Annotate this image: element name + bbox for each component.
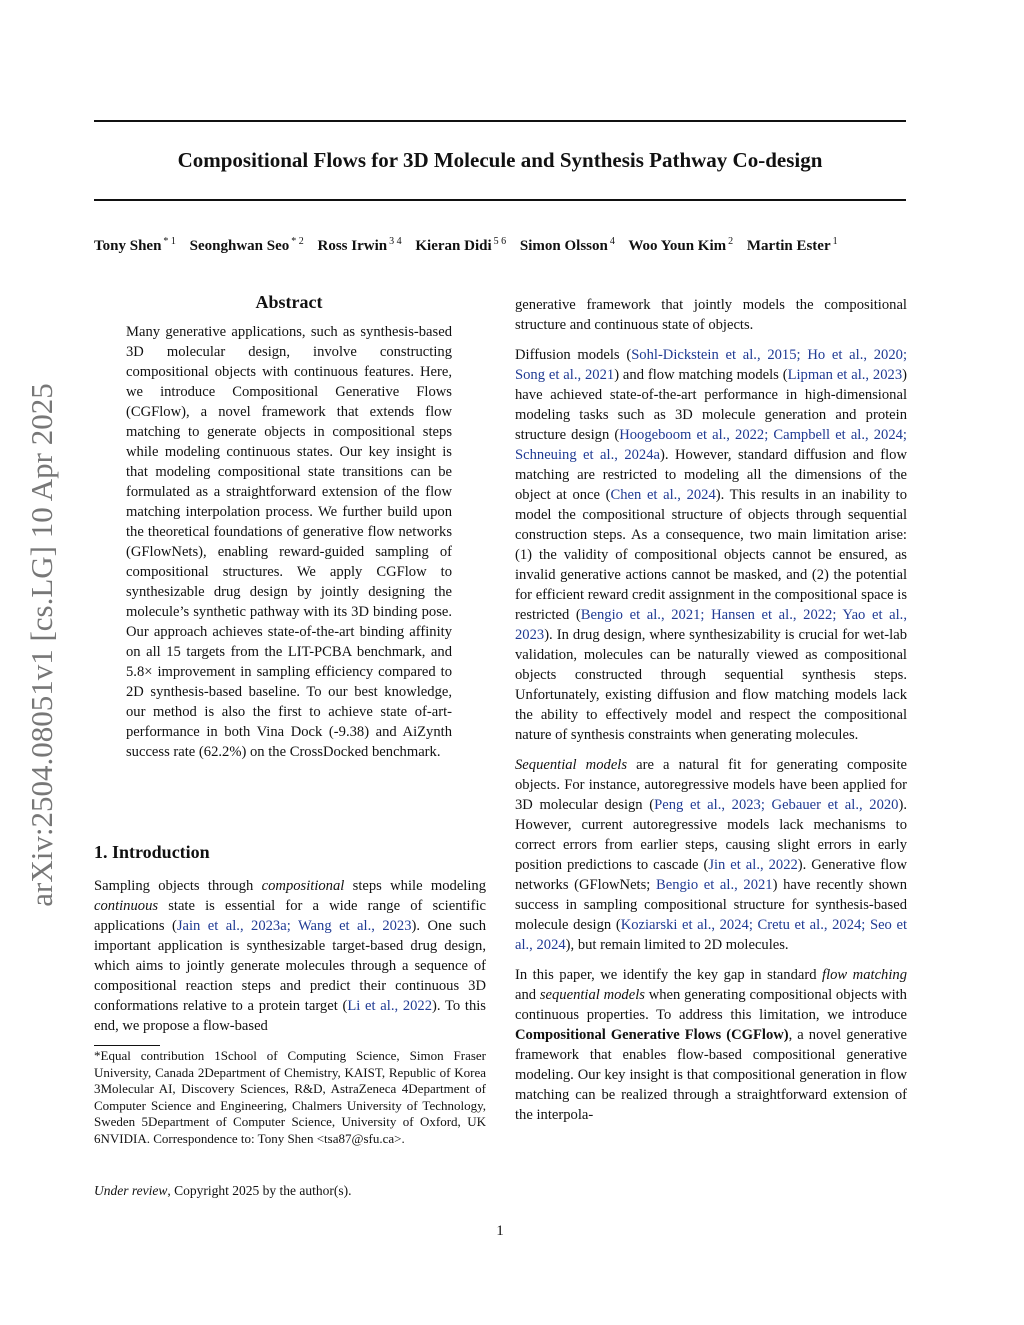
review-notice: Under review, Copyright 2025 by the author(s). [94,1183,352,1198]
author: Simon Olsson $^4$ [519,236,615,254]
citation-link[interactable]: Sohl-Dickstein et al., 2015; Ho et al., 2020; Song et al., 2021 [515,347,907,383]
citation-link[interactable]: Jain et al., 2023a; Wang et al., 2023 [176,918,412,934]
citation-link[interactable]: Li et al., 2022 [347,998,433,1014]
arxiv-sidebar [12,0,72,1325]
citation-link[interactable]: Koziarski et al., 2024; Cretu et al., 2024; Seo et al., 2024 [515,917,908,953]
citation-link[interactable]: Bengio et al., 2021; Hansen et al., 2022; Yao et al., 2023 [515,607,907,643]
paragraph: In this paper, we identify the key gap in standard flow matching and sequential models when generating compositional objects with continuous properties. To address this limitation, we introduce Compositional Generative Flows (CGFlow), a novel generative framework that enables flow-based compositional generative modeling. Our key insight is that compositional generation in flow matching can be realized through a straightforward extension of the interpola- [515,967,907,1123]
author: Ross Irwin $^{3 4}$ [317,236,402,254]
author-list [94,236,914,255]
title-bottom-rule [94,199,906,201]
citation-link[interactable]: Jin et al., 2022 [708,857,798,873]
title-top-rule [94,120,906,122]
paper-title: Compositional Flows for 3D Molecule and Synthesis Pathway Co-design [177,148,823,172]
citation-link[interactable]: Chen et al., 2024 [610,487,716,503]
abstract-heading: Abstract [255,292,323,312]
section-heading-introduction: 1. Introduction [94,842,210,862]
paragraph: Sequential models are a natural fit for generating composite objects. For instance, autoregressive models have been applied for 3D molecular design (Peng et al., 2023; Gebauer et al., 2020). However, current autoregressive models lack mechanisms to correct errors from earlier steps, causing slight errors in early position predictions to cascade (Jin et al., 2022). Generative flow networks (GFlowNets; Bengio et al., 2021) have recently shown success in sampling compositional structure for synthesis-based molecule design (Koziarski et al., 2024; Cretu et al., 2024; Seo et al., 2024), but remain limited to 2D molecules. [515,757,908,953]
citation-link[interactable]: Lipman et al., 2023 [787,367,903,383]
footnote-rule [94,1045,160,1046]
abstract-body: Many generative applications, such as synthesis-based 3D molecular design, involve constructing compositional objects with continuous features. Here, we introduce Compositional Generative Flows (CGFlow), a novel framework that extends flow matching to generate objects in compositional steps while modeling continuous states. Our key insight is that modeling compositional state transitions can be formulated as a straightforward extension of the flow matching interpolation process. We further build upon the theoretical foundations of generative flow networks (GFlowNets), enabling reward-guided sampling of compositional structures. We apply CGFlow to synthesizable drug design by jointly designing the molecule’s synthetic pathway with its 3D binding pose. Our approach achieves state-of-the-art binding affinity on all 15 targets from the LIT-PCBA benchmark, and 5.8× improvement in sampling efficiency compared to 2D synthesis-based baseline. To our best knowledge, our method is also the first to achieve state of-art-performance in both Vina Dock (-9.38) and AiZynth success rate (62.2%) on the CrossDocked benchmark. [126,324,452,760]
paragraph: generative framework that jointly models the compositional structure and continuous state of objects. [515,297,907,333]
author: Kieran Didi $^{5 6}$ [415,236,507,254]
paragraph: Diffusion models (Sohl-Dickstein et al., 2015; Ho et al., 2020; Song et al., 2021) and flow matching models (Lipman et al., 2023) have achieved state-of-the-art performance in high-dimensional modeling tasks such as 3D molecule generation and protein structure design (Hoogeboom et al., 2022; Campbell et al., 2024; Schneuing et al., 2024a). However, standard diffusion and flow matching are restricted to modeling all the dimensions of the object at once (Chen et al., 2024). This results in an inability to model the compositional structure of objects through sequential construction steps. As a consequence, two main limitation arise: (1) the validity of compositional objects cannot be ensured, as invalid generative actions cannot be masked, and (2) the potential for efficient reward credit assignment in the compositional space is restricted (Bengio et al., 2021; Hansen et al., 2022; Yao et al., 2023). In drug design, where synthesizability is crucial for wet-lab validation, molecules can be naturally viewed as compositional objects constructed through sequential synthesis steps. Unfortunately, existing diffusion and flow matching models lack the ability to effectively model and respect the compositional nature of synthesis constraints when generating molecules. [515,347,907,743]
author: Martin Ester $^1$ [746,236,838,254]
page-number: 1 [496,1223,504,1239]
author: Tony Shen $^{* 1}$ [94,236,176,254]
citation-link[interactable]: Bengio et al., 2021 [655,877,773,893]
intro-paragraph: Sampling objects through compositional steps while modeling continuous state is essential for a wide range of scientific applications (Jain et al., 2023a; Wang et al., 2023). One such important application is synthesizable target-based drug design, which aims to jointly generate molecules through a sequence of compositional reaction steps and predict their continuous 3D conformations relative to a protein target (Li et al., 2022). To this end, we propose a flow-based [94,878,487,1034]
author: Woo Youn Kim $^2$ [628,236,734,254]
citation-link[interactable]: Hoogeboom et al., 2022; Campbell et al., 2024; Schneuing et al., 2024a [515,427,907,463]
author: Seonghwan Seo $^{* 2}$ [189,236,304,254]
citation-link[interactable]: Peng et al., 2023; Gebauer et al., 2020 [654,797,899,813]
affiliations-footnote: *Equal contribution 1School of Computing Science, Simon Fraser University, Canada 2Department of Chemistry, KAIST, Republic of Korea 3Molecular AI, Discovery Sciences, R&D, AstraZeneca 4Department of Computer Science and Engineering, Chalmers University of Technology, Sweden 5Department of Computer Science, University of Oxford, UK 6NVIDIA. Correspondence to: Tony Shen <tsa87@sfu.ca>. [94,1048,486,1146]
arxiv-identifier: arXiv:2504.08051v1 [cs.LG] 10 Apr 2025 [24,383,59,907]
right-column [515,295,907,1135]
